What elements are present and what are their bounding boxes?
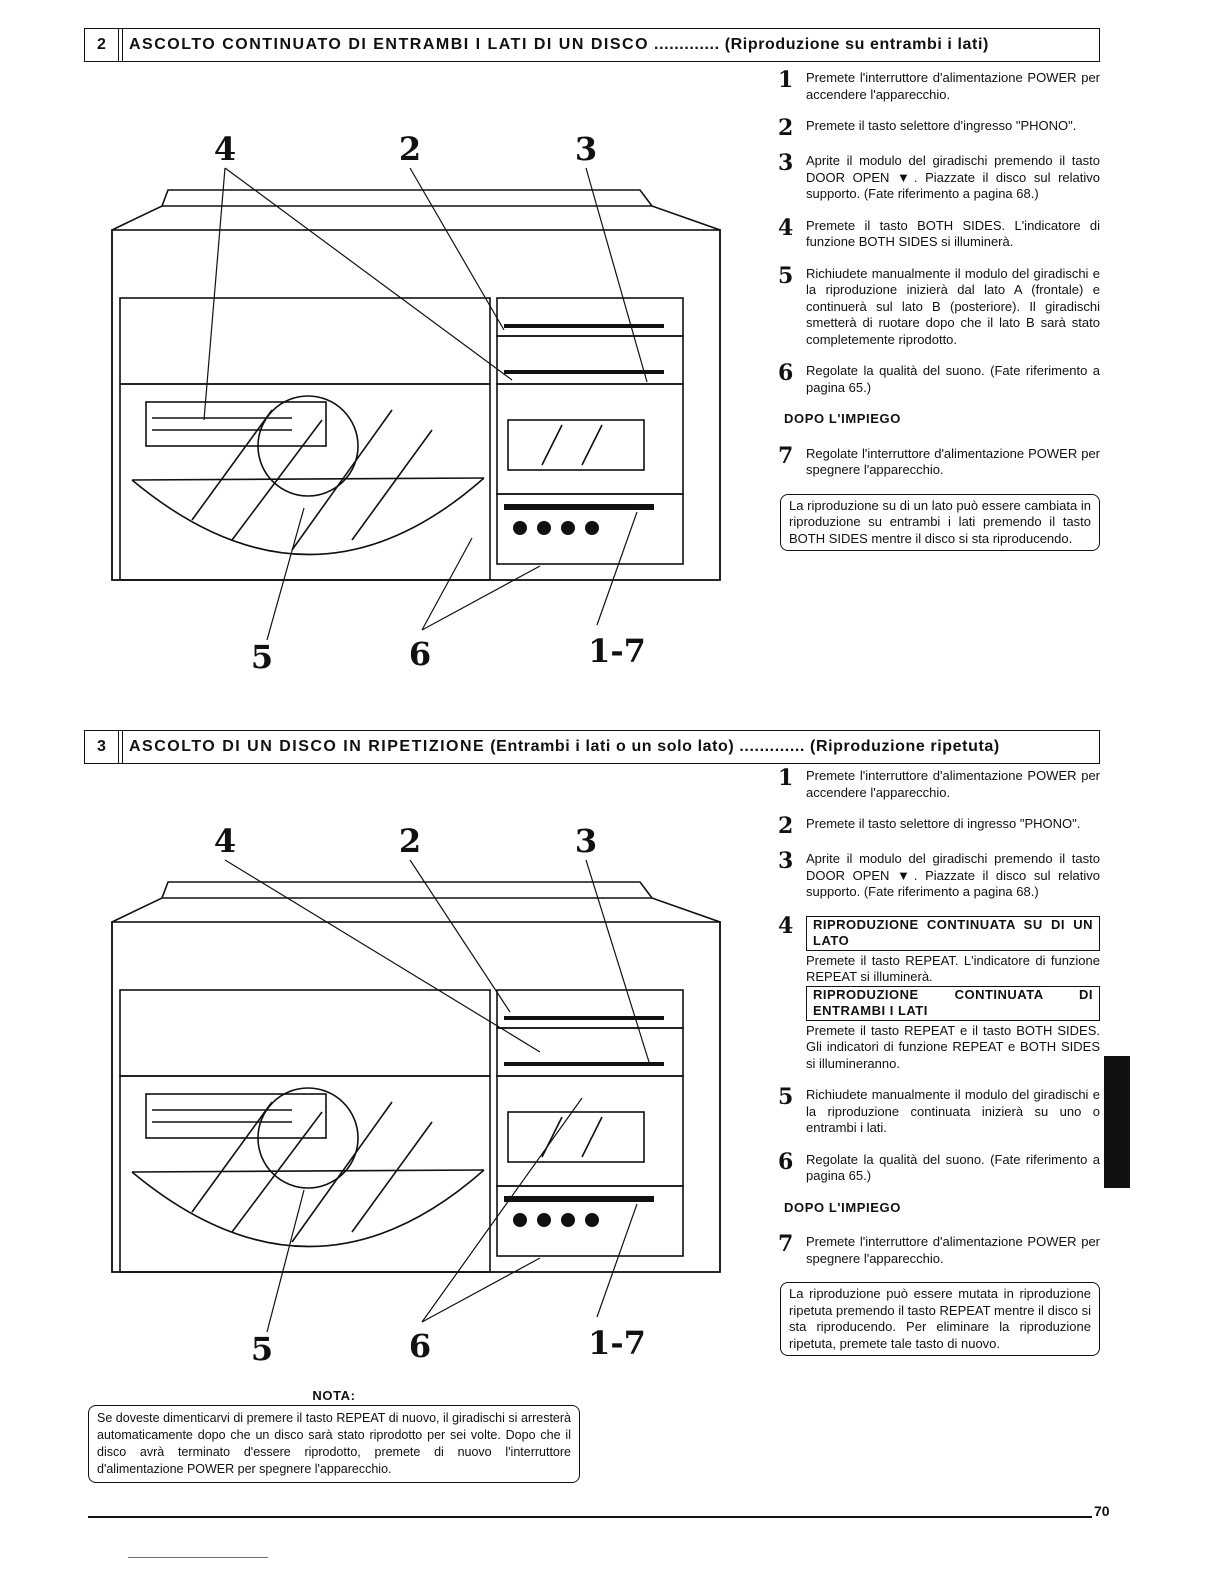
- chapter-tab-marker: [1104, 1056, 1130, 1188]
- section-3-steps: [778, 765, 1100, 1356]
- step-5: 5 Richiudete manualmente il modulo del giradischi e la riproduzione continuata inizierà su uno o entrambi i lati.: [778, 1084, 1100, 1135]
- callout-3: 3: [574, 130, 598, 168]
- section-title: ASCOLTO CONTINUATO DI ENTRAMBI I LATI DI UN DISCO ............. (Riproduzione su entrambi i lati): [129, 36, 989, 53]
- callout-2: 2: [398, 130, 422, 168]
- section-3-note: La riproduzione può essere mutata in riproduzione ripetuta premendo il tasto REPEAT mentre il disco si sta riproducendo. Per eliminare la riproduzione ripetuta, premete tale tasto di nuovo.: [780, 1282, 1100, 1356]
- callout-4: 4: [213, 822, 237, 860]
- step-4: 4 RIPRODUZIONE CONTINUATA SU DI UN LATO Premete il tasto REPEAT. L'indicatore di funzione REPEAT si illuminerà. RIPRODUZIONE CONTINUATA DI ENTRAMBI I LATI Premete il tasto REPEAT e il tasto BOTH SIDES. Gli indicatori di funzione REPEAT e BOTH SIDES si illumineranno.: [778, 912, 1100, 1071]
- section-title: ASCOLTO DI UN DISCO IN RIPETIZIONE (Entrambi i lati o un solo lato) ............. (Riproduzione ripetuta): [129, 738, 1000, 755]
- step-1: 1 Premete l'interruttore d'alimentazione POWER per accendere l'apparecchio.: [778, 67, 1100, 102]
- nota-block: [88, 1388, 580, 1483]
- section-2-steps: [778, 67, 1100, 551]
- callout-1-7: 1-7: [588, 632, 646, 670]
- step-3: 3 Aprite il modulo del giradischi premendo il tasto DOOR OPEN ▼. Piazzate il disco sul relativo supporto. (Fate riferimento a pagina 68.): [778, 848, 1100, 899]
- callout-5: 5: [250, 1330, 274, 1368]
- section-2-note: La riproduzione su di un lato può essere cambiata in riproduzione su entrambi i lati premendo il tasto BOTH SIDES mentre il disco si sta riproducendo.: [780, 494, 1100, 552]
- sub-heading-both-sides: RIPRODUZIONE CONTINUATA DI ENTRAMBI I LATI: [806, 986, 1100, 1021]
- step-5: 5 Richiudete manualmente il modulo del giradischi e la riproduzione inizierà dal lato A (frontale) e continuerà sul lato B (posteriore). Il giradischi smetterà di ruotare dopo che il lato B sarà stato completemente riprodotto.: [778, 262, 1100, 347]
- step-1: 1 Premete l'interruttore d'alimentazione POWER per accendere l'apparecchio.: [778, 765, 1100, 800]
- step-2: 2 Premete il tasto selettore di ingresso "PHONO".: [778, 813, 1081, 839]
- step-7: 7 Premete l'interruttore d'alimentazione POWER per spegnere l'apparecchio.: [778, 1231, 1100, 1266]
- bottom-rule: [128, 1557, 268, 1558]
- callout-2: 2: [398, 822, 422, 860]
- step-3: 3 Aprite il modulo del giradischi premendo il tasto DOOR OPEN ▼. Piazzate il disco sul relativo supporto. (Fate riferimento a pagina 68.): [778, 150, 1100, 201]
- callout-1-7: 1-7: [588, 1324, 646, 1362]
- nota-text: Se doveste dimenticarvi di premere il tasto REPEAT di nuovo, il giradischi si arresterà automaticamente dopo che un disco sarà stato riprodotto per sei volte. Dopo che il disco avrà terminato d'essere riprodotto, premete di nuovo l'interruttore d'alimentazione POWER per spegnere l'apparecchio.: [88, 1405, 580, 1483]
- step-2: 2 Premete il tasto selettore d'ingresso "PHONO".: [778, 115, 1077, 141]
- callout-6: 6: [408, 1327, 432, 1365]
- after-use-heading: DOPO L'IMPIEGO: [784, 411, 901, 426]
- section-2-header: [84, 28, 1100, 62]
- nota-title: NOTA:: [312, 1388, 356, 1403]
- after-use-heading: DOPO L'IMPIEGO: [784, 1199, 901, 1215]
- footer-rule: [88, 1516, 1092, 1518]
- step-6: 6 Regolate la qualità del suono. (Fate riferimento a pagina 65.): [778, 1148, 1100, 1183]
- step-4: 4 Premete il tasto BOTH SIDES. L'indicatore di funzione BOTH SIDES si illuminerà.: [778, 214, 1100, 249]
- section-3-header: [84, 730, 1100, 764]
- sub-heading-one-side: RIPRODUZIONE CONTINUATA SU DI UN LATO: [806, 916, 1100, 951]
- callout-4: 4: [213, 130, 237, 168]
- step-6: 6 Regolate la qualità del suono. (Fate riferimento a pagina 65.): [778, 360, 1100, 395]
- stereo-system-illustration: [92, 120, 732, 680]
- callout-5: 5: [250, 638, 274, 676]
- section-number: 3: [85, 731, 119, 763]
- page-number: 70: [1094, 1503, 1110, 1519]
- stereo-system-illustration: [92, 812, 732, 1372]
- step-7: 7 Regolate l'interruttore d'alimentazione POWER per spegnere l'apparecchio.: [778, 442, 1100, 477]
- callout-6: 6: [408, 635, 432, 673]
- section-number: 2: [85, 29, 119, 61]
- callout-3: 3: [574, 822, 598, 860]
